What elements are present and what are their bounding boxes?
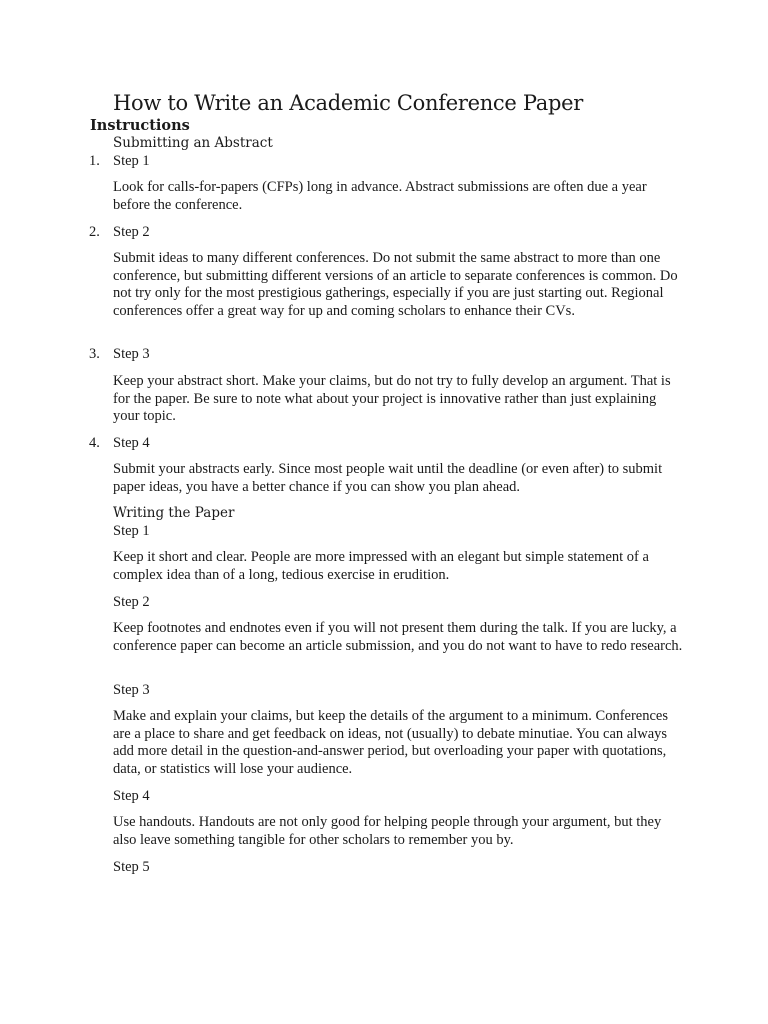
- step-text: Submit your abstracts early. Since most people wait until the deadline (or even after) to submit paper ideas, you have a better chance if you can show you plan ahead.: [113, 461, 663, 495]
- step-label: Step 2: [113, 594, 150, 610]
- step-label: Step 1: [113, 153, 150, 169]
- step-text: Look for calls-for-papers (CFPs) long in advance. Abstract submissions are often due a year before the conference.: [113, 179, 647, 213]
- step-text: Use handouts. Handouts are not only good for helping people through your argument, but they also leave something tangible for other scholars to remember you by.: [113, 814, 662, 848]
- step-text: Keep footnotes and endnotes even if you will not present them during the talk. If you are lucky, a conference paper can become an article submission, and you do not want to have to redo research.: [113, 620, 683, 654]
- list-number: 4.: [89, 435, 100, 451]
- step-label: Step 3: [113, 346, 150, 362]
- list-number: 1.: [89, 153, 100, 169]
- step-label: Step 4: [113, 788, 150, 804]
- section-title: Instructions: [90, 117, 190, 134]
- step-text: Keep it short and clear. People are more impressed with an elegant but simple statement of a complex idea than of a long, tedious exercise in erudition.: [113, 549, 649, 583]
- step-text: Submit ideas to many different conferences. Do not submit the same abstract to more than one conference, but submitting different versions of an article to separate conferences is common. Do not try only for the most prestigious gatherings, especially if you are just starting out. Regional conferences offer a great way for up and coming scholars to enhance their CVs.: [113, 250, 678, 319]
- step-text: Keep your abstract short. Make your claims, but do not try to fully develop an argument. That is for the paper. Be sure to note what about your project is innovative rather than just explaining your topic.: [113, 373, 671, 424]
- step-label: Step 1: [113, 523, 150, 539]
- step-label: Step 4: [113, 435, 150, 451]
- list-number: 3.: [89, 346, 100, 362]
- step-text: Make and explain your claims, but keep the details of the argument to a minimum. Conferences are a place to share and get feedback on ideas, not (usually) to debate minutiae. You can always add more detail in the question-and-answer period, but overloading your paper with quotations, data, or statistics will lose your audience.: [113, 708, 669, 777]
- subsection-heading-writing: Writing the Paper: [113, 505, 235, 521]
- subsection-heading-abstract: Submitting an Abstract: [113, 135, 273, 151]
- step-label: Step 3: [113, 682, 150, 698]
- list-number: 2.: [89, 224, 100, 240]
- step-label: Step 5: [113, 859, 150, 875]
- step-label: Step 2: [113, 224, 150, 240]
- document-title: How to Write an Academic Conference Paper: [113, 91, 584, 115]
